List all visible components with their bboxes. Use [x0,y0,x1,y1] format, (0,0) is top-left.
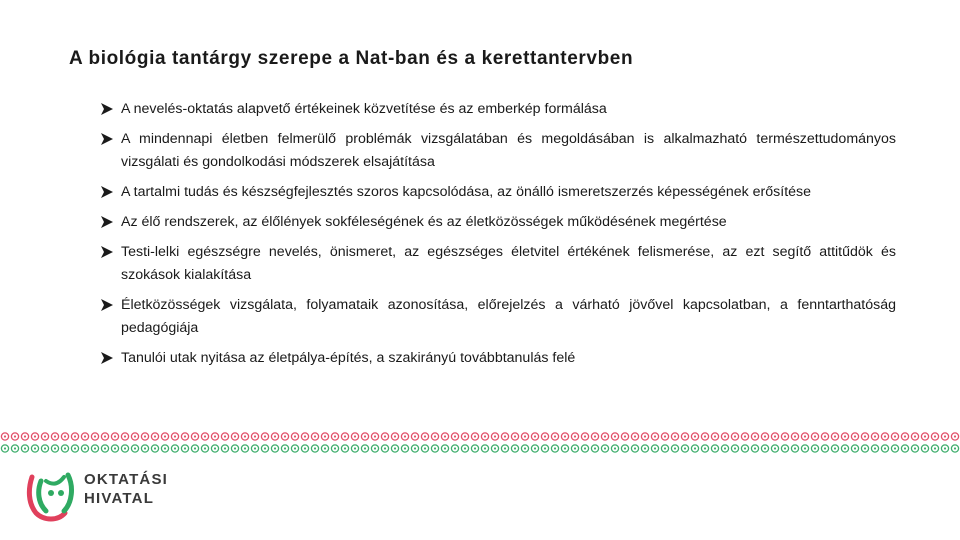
bullet-text: A mindennapi életben felmerülő problémák vizsgálatában és megoldásában is alkalmazható természettudományos vizsgálati és gondolkodási módszerek elsajátítása [121,131,896,170]
bullet-item [100,294,896,340]
bullet-text: A tartalmi tudás és készségfejlesztés szoros kapcsolódása, az önálló ismeretszerzés képességének erősítése [121,184,812,200]
decorative-pattern-band-green [0,443,960,454]
arrow-bullet-icon [100,185,114,199]
bullet-item [100,181,896,204]
bullet-text: Tanulói utak nyitása az életpálya-építés, a szakirányú továbbtanulás felé [121,350,576,366]
bullet-item [100,347,896,370]
arrow-bullet-icon [100,245,114,259]
bullet-text: Az élő rendszerek, az élőlények sokféleségének és az életközösségek működésének megértése [121,214,727,230]
logo-wordmark [84,470,168,508]
bullet-list [100,98,896,370]
bullet-item [100,241,896,287]
bullet-item [100,211,896,234]
arrow-bullet-icon [100,132,114,146]
bullet-item [100,98,896,121]
owl-logo-icon [24,463,76,523]
logo-line-2: HIVATAL [84,490,155,507]
decorative-pattern-band-red [0,431,960,442]
slide-title: A biológia tantárgy szerepe a Nat-ban és a kerettantervben [69,48,634,69]
bullet-text: Életközösségek vizsgálata, folyamataik azonosítása, előrejelzés a várható jövővel kapcsolatban, a fenntarthatóság pedagógiája [121,297,896,336]
bullet-text: A nevelés-oktatás alapvető értékeinek közvetítése és az emberkép formálása [121,101,607,117]
bullet-item [100,128,896,174]
arrow-bullet-icon [100,298,114,312]
arrow-bullet-icon [100,102,114,116]
arrow-bullet-icon [100,215,114,229]
bullet-text: Testi-lelki egészségre nevelés, önismeret, az egészséges életvitel értékének felismerése, az ezt segítő attitűdök és szokások kialakítása [121,244,896,283]
arrow-bullet-icon [100,351,114,365]
logo-line-1: OKTATÁSI [84,471,169,488]
